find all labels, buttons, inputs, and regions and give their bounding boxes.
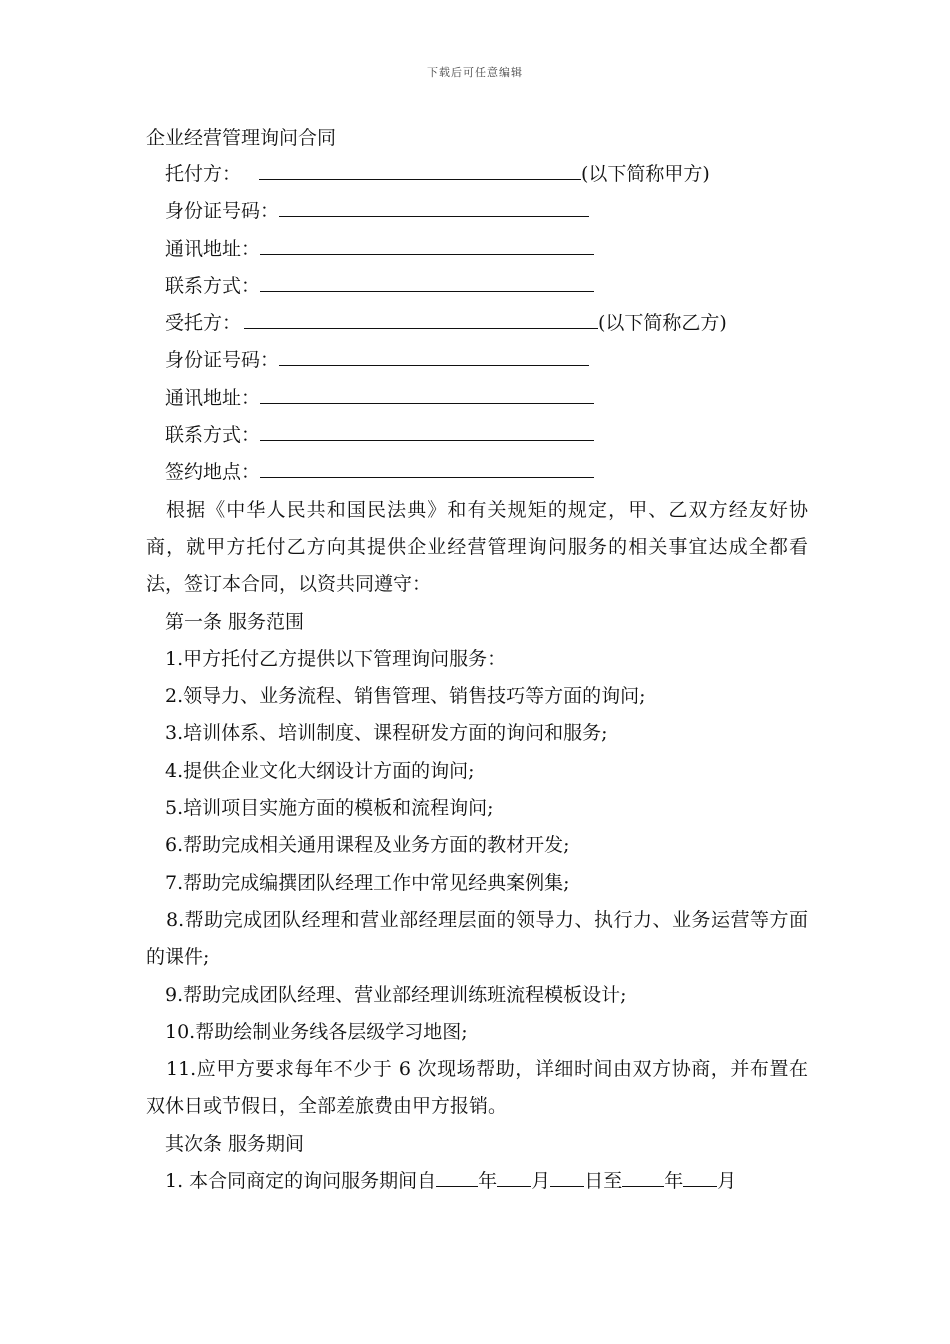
field-agent [146,305,808,342]
month-label: 月 [717,1170,737,1193]
document-title: 企业经营管理询问合同 [146,127,337,149]
field-label: 联系方式： [165,274,261,297]
year-label: 年 [478,1170,498,1193]
list-item: 10.帮助绘制业务线各层级学习地图; [165,1020,468,1043]
field-client [146,156,808,193]
blank-line[interactable] [260,455,594,478]
field-client-address [146,231,808,268]
blank-end-year[interactable] [622,1166,664,1187]
service-period-line [146,1163,808,1200]
blank-start-day[interactable] [550,1166,584,1187]
blank-line[interactable] [260,269,594,292]
blank-line[interactable] [260,418,594,441]
blank-line[interactable] [260,232,594,255]
field-signing-place [146,454,808,491]
field-label: 受托方： [165,312,242,335]
page-header: 下载后可任意编辑 [427,66,523,79]
contract-document [146,120,808,1200]
field-label: 身份证号码： [165,349,280,372]
list-item: 2.领导力、业务流程、销售管理、销售技巧等方面的询问; [165,685,646,708]
field-agent-id [146,342,808,379]
blank-line[interactable] [279,194,589,217]
list-item: 6.帮助完成相关通用课程及业务方面的教材开发; [165,834,570,857]
year-label: 年 [664,1170,684,1193]
list-item: 1.甲方托付乙方提供以下管理询问服务： [165,647,507,670]
day-to-label: 日至 [584,1170,623,1193]
field-label: 身份证号码： [165,200,280,223]
blank-start-month[interactable] [497,1166,531,1187]
list-item: 4.提供企业文化大纲设计方面的询问; [165,759,475,782]
intro-paragraph: 根据《中华人民共和国民法典》和有关规矩的规定，甲、乙双方经友好协商，就甲方托付乙方向其提供企业经营管理询问服务的相关事宜达成全都看法，签订本合同，以资共同遵守： [146,498,808,596]
field-label: 托付方： [165,163,242,185]
list-item: 7.帮助完成编撰团队经理工作中常见经典案例集; [165,871,570,894]
blank-line[interactable] [259,157,581,180]
section-heading: 第一条 服务范围 [165,610,305,633]
field-client-id [146,193,808,230]
list-item: 8.帮助完成团队经理和营业部经理层面的领导力、执行力、业务运营等方面的课件; [146,908,808,969]
blank-line[interactable] [279,343,589,366]
blank-end-month[interactable] [683,1166,717,1187]
blank-start-year[interactable] [436,1166,478,1187]
field-label: 通讯地址： [165,386,261,409]
field-label: 通讯地址： [165,237,261,260]
period-prefix: 1. 本合同商定的询问服务期间自 [165,1170,437,1193]
list-item: 9.帮助完成团队经理、营业部经理训练班流程模板设计; [165,983,627,1006]
blank-line[interactable] [260,381,594,404]
field-label: 联系方式： [165,424,261,447]
section-heading: 其次条 服务期间 [165,1132,305,1155]
field-agent-contact [146,417,808,454]
list-item: 3.培训体系、培训制度、课程研发方面的询问和服务; [165,722,608,745]
month-label: 月 [531,1170,551,1193]
field-suffix: (以下简称甲方) [581,163,710,185]
list-item: 11.应甲方要求每年不少于 6 次现场帮助，详细时间由双方协商，并布置在双休日或节假日，全部差旅费由甲方报销。 [146,1058,808,1118]
field-suffix: (以下简称乙方) [598,312,727,335]
field-label: 签约地点： [165,461,261,484]
blank-line[interactable] [244,306,598,329]
list-item: 5.培训项目实施方面的模板和流程询问; [165,797,494,820]
field-agent-address [146,380,808,417]
field-client-contact [146,268,808,305]
